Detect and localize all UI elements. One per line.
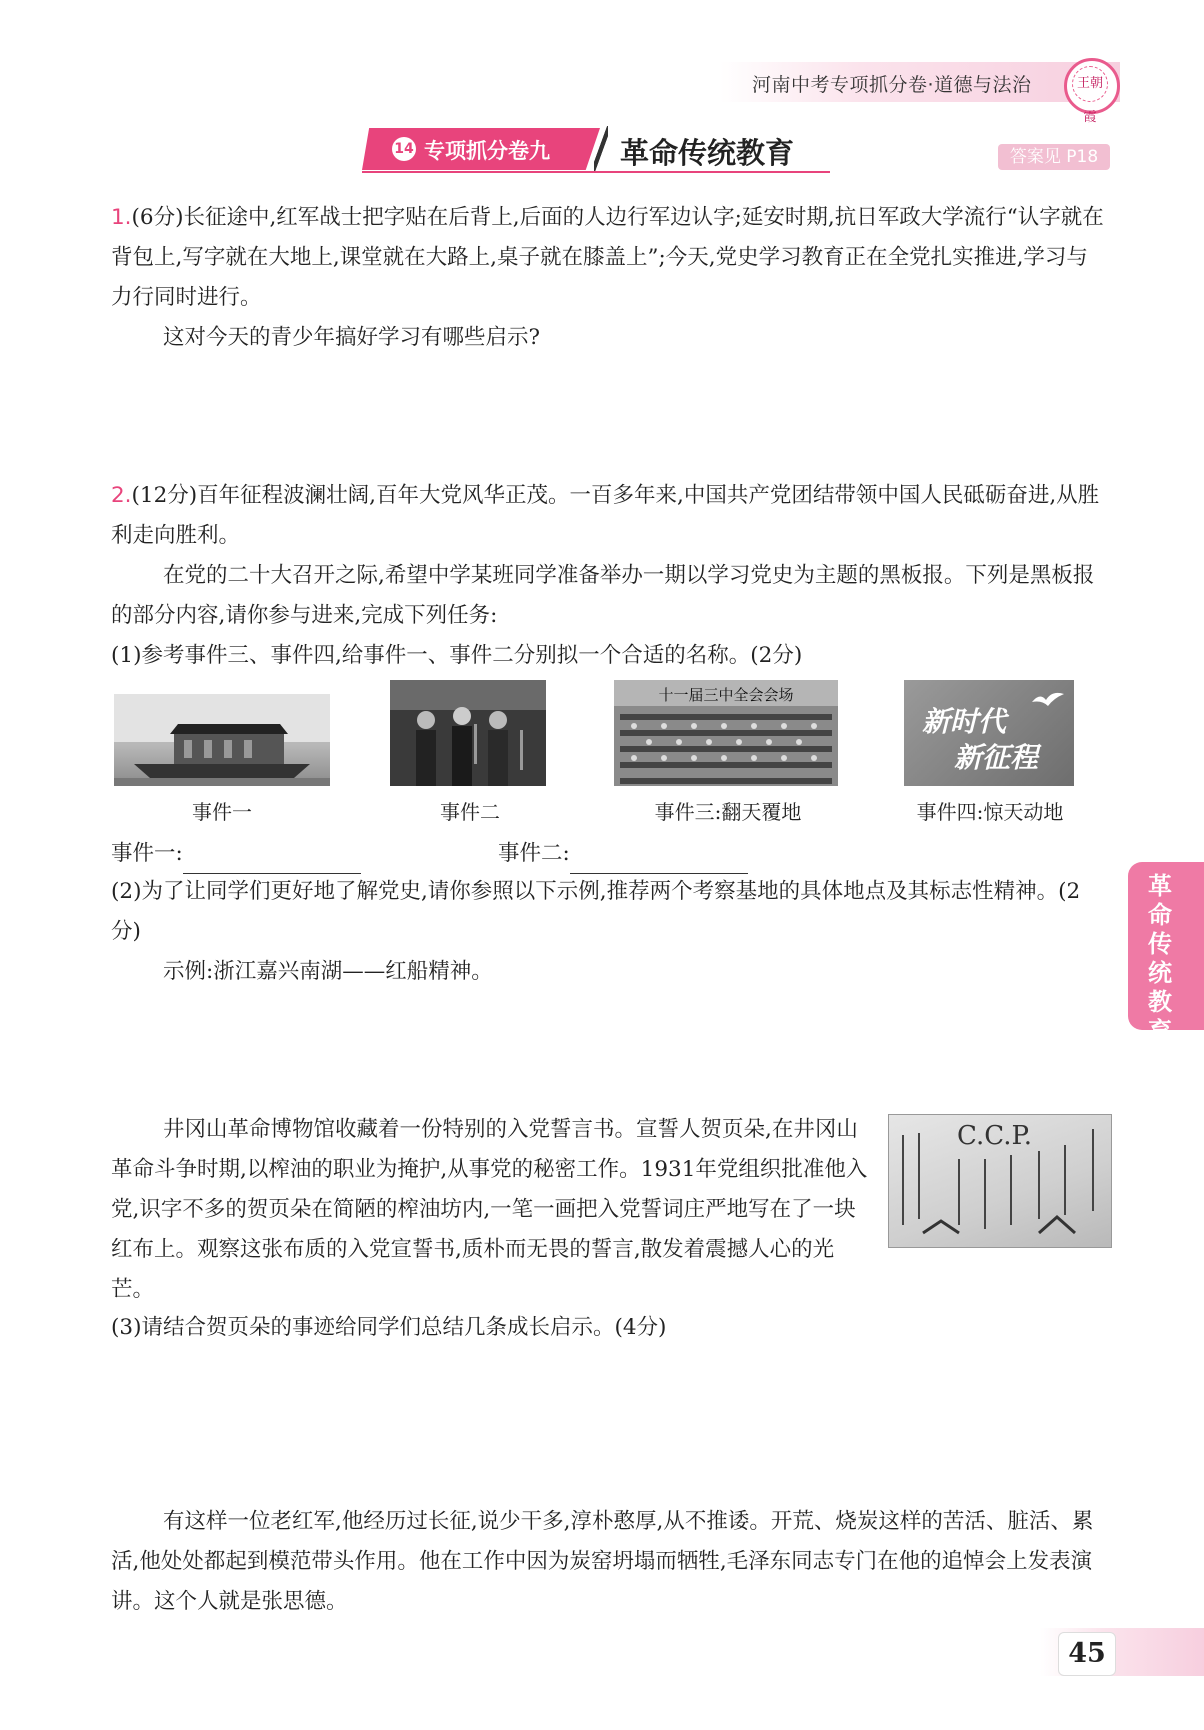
q2-passage: 井冈山革命博物馆收藏着一份特别的入党誓言书。宣誓人贺页朵,在井冈山革命斗争时期,以榨油的职业为掩护,从事党的秘密工作。1931年党组织批准他入党,识字不多的贺页朵在简陋的榨油坊内,一笔一画把入党誓词庄严地写在了一块红布上。观察这张布质的入党宣誓书,质朴而无畏的誓言,散发着震撼人心的光芒。 xyxy=(111,1117,868,1302)
event4-photo-new-era xyxy=(904,680,1074,786)
bird-icon xyxy=(1030,688,1066,710)
final-passage: 有这样一位老红军,他经历过长征,说少干多,淳朴憨厚,从不推诿。开荒、烧炭这样的苦活、脏活、累活,他处处都起到模范带头作用。他在工作中因为炭窑坍塌而牺牲,毛泽东同志专门在他的追悼会上发表演讲。这个人就是张思德。 xyxy=(111,1509,1094,1614)
event4-caption: 事件四:惊天动地 xyxy=(916,800,1064,824)
event4-overlay-line1: 新时代 xyxy=(922,705,1007,738)
title-divider xyxy=(594,126,608,172)
event3-caption: 事件三:翻天覆地 xyxy=(654,800,802,824)
q1-body: (6分)长征途中,红军战士把字贴在后背上,后面的人边行军边认字;延安时期,抗日军政大学流行“认字就在背包上,写字就在大地上,课堂就在大路上,桌子就在膝盖上”;今天,党史学习教育正在全党扎实推进,学习与力行同时进行。 xyxy=(111,205,1104,310)
q1-text xyxy=(111,198,1109,318)
event2-answer-blank[interactable] xyxy=(570,849,748,874)
cloth-ccp-text: C.C.P. xyxy=(957,1121,1032,1151)
event1-fill-label: 事件一: xyxy=(111,841,183,866)
event2-fill xyxy=(498,834,918,874)
page-number: 45 xyxy=(1058,1632,1116,1676)
event2-fill-label: 事件二: xyxy=(498,841,570,866)
event1-fill xyxy=(111,834,531,874)
title-underline xyxy=(362,171,830,173)
section-label: 专项抓分卷九 xyxy=(424,139,550,163)
event1-photo-red-boat xyxy=(114,694,330,786)
q2-sub1: (1)参考事件三、事件四,给事件一、事件二分别拟一个合适的名称。(2分) xyxy=(111,643,803,668)
answer-reference-badge: 答案见 P18 xyxy=(998,144,1110,170)
q2-number: 2. xyxy=(111,483,132,508)
q1-number: 1. xyxy=(111,205,132,230)
event1-caption: 事件一 xyxy=(192,800,252,824)
event3-overlay-text: 十一届三中全会会场 xyxy=(658,686,794,704)
seal-text: 王朝霞 xyxy=(1072,66,1108,102)
q2-sub3: (3)请结合贺页朵的事迹给同学们总结几条成长启示。(4分) xyxy=(111,1315,667,1340)
event1-answer-blank[interactable] xyxy=(183,849,361,874)
section-number-badge: 14 xyxy=(392,137,416,161)
q2-example: 示例:浙江嘉兴南湖——红船精神。 xyxy=(163,959,493,984)
event4-overlay-line2: 新征程 xyxy=(954,741,1039,774)
q2-context: 在党的二十大召开之际,希望中学某班同学准备举办一期以学习党史为主题的黑板报。下列是黑板报的部分内容,请你参与进来,完成下列任务: xyxy=(111,563,1095,628)
side-tab-label: 革命传统教育 xyxy=(1148,872,1172,1045)
q2-intro xyxy=(111,476,1109,556)
q2-sub2: (2)为了让同学们更好地了解党史,请你参照以下示例,推荐两个考察基地的具体地点及其标志性精神。(2分) xyxy=(111,879,1081,944)
event2-photo-founding-ceremony xyxy=(390,680,546,786)
page-title: 革命传统教育 xyxy=(620,136,795,170)
event3-photo-plenum-hall xyxy=(614,680,838,786)
q1-ask: 这对今天的青少年搞好学习有哪些启示? xyxy=(163,325,541,350)
oath-cloth-photo xyxy=(888,1114,1112,1248)
q2-intro-body: (12分)百年征程波澜壮阔,百年大党风华正茂。一百多年来,中国共产党团结带领中国人民砥砺奋进,从胜利走向胜利。 xyxy=(111,483,1100,548)
event2-caption: 事件二 xyxy=(440,800,500,824)
series-title: 河南中考专项抓分卷·道德与法治 xyxy=(752,74,1032,96)
